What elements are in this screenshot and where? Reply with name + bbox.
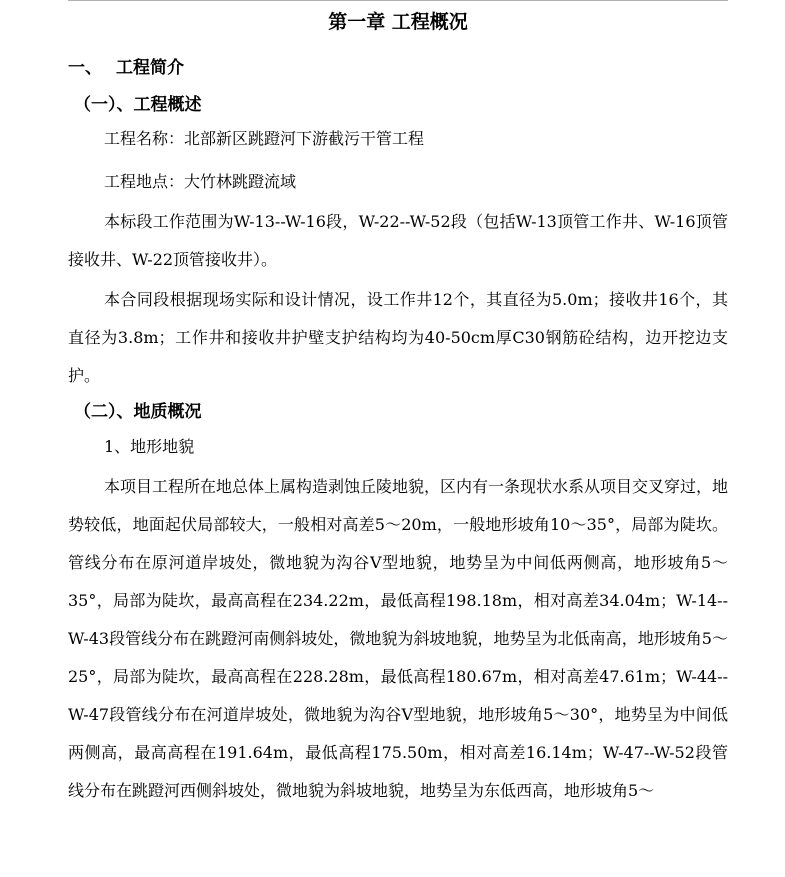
subsection-heading-overview: （一）、工程概述 xyxy=(74,95,202,115)
section-number: 一、 xyxy=(68,58,102,78)
page-top-rule xyxy=(68,0,728,1)
topography-item: 1、地形地貌 xyxy=(104,437,195,456)
chapter-title: 第一章 工程概况 xyxy=(328,11,468,33)
scope-paragraph: 本标段工作范围为W-13--W-16段，W-22--W-52段（包括W-13顶管工作井、W-16顶管接收井、W-22顶管接收井）。 xyxy=(68,212,728,269)
project-name-line: 工程名称：北部新区跳蹬河下游截污干管工程 xyxy=(104,129,425,148)
section-title: 工程简介 xyxy=(116,58,184,78)
topography-paragraph: 本项目工程所在地总体上属构造剥蚀丘陵地貌，区内有一条现状水系从项目交叉穿过，地势较低，地面起伏局部较大，一般相对高差5～20m，一般地形坡角10～35°，局部为陡坎。管线分布在原河道岸坡处，微地貌为沟谷V型地貌，地势呈为中间低两侧高，地形坡角5～35°，局部为陡坎，最高高程在234.22m，最低高程198.18m，相对高差34.04m；W-14--W-43段管线分布在跳蹬河南侧斜坡处，微地貌为斜坡地貌，地势呈为北低南高，地形坡角5～25°，局部为陡坎，最高高程在228.28m，最低高程180.67m，相对高差47.61m；W-44--W-47段管线分布在河道岸坡处，微地貌为沟谷V型地貌，地形坡角5～30°，地势呈为中间低两侧高，最高高程在191.64m，最低高程175.50m，相对高差16.14m；W-47--W-52段管线分布在跳蹬河西侧斜坡处，微地貌为斜坡地貌，地势呈为东低西高，地形坡角5～ xyxy=(68,477,729,800)
section-heading xyxy=(68,56,184,80)
subsection-heading-geology: （二）、地质概况 xyxy=(74,402,202,422)
wells-paragraph: 本合同段根据现场实际和设计情况，设工作井12个，其直径为5.0m；接收井16个，其直径为3.8m；工作井和接收井护壁支护结构均为40-50cm厚C30钢筋砼结构，边开挖边支护。 xyxy=(68,290,728,385)
project-location-line: 工程地点：大竹林跳蹬流域 xyxy=(104,172,297,191)
